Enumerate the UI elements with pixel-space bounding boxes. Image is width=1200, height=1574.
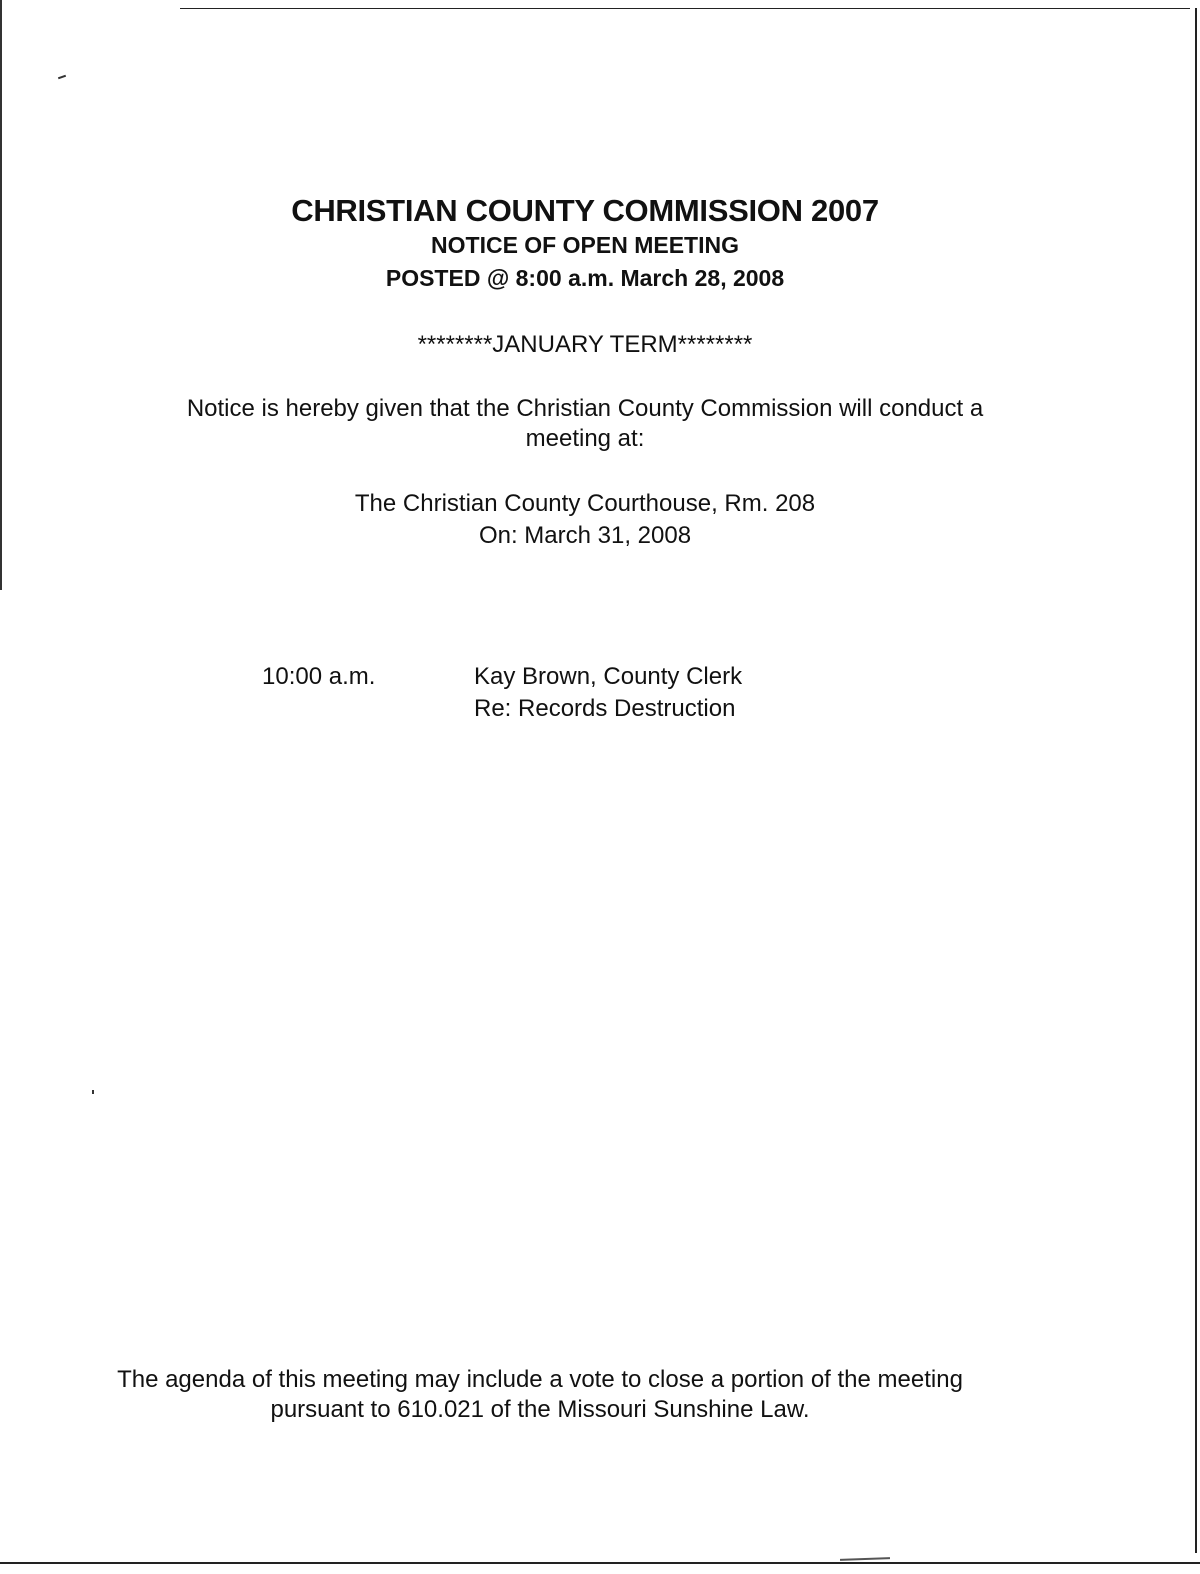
agenda-time: 10:00 a.m.	[262, 663, 376, 690]
notice-line: meeting at:	[525, 425, 645, 452]
document-title: CHRISTIAN COUNTY COMMISSION 2007	[291, 193, 879, 228]
scan-border-bottom	[0, 1562, 1200, 1564]
footer-line: The agenda of this meeting may include a vote to close a portion of the meeting	[117, 1366, 963, 1393]
term-heading: ********JANUARY TERM********	[417, 331, 753, 358]
scan-border-top	[180, 8, 1190, 9]
sunshine-law-notice	[0, 1365, 1080, 1425]
scan-speck	[58, 75, 66, 80]
agenda-presenter: Kay Brown, County Clerk	[474, 663, 743, 690]
scan-speck	[840, 1557, 890, 1561]
scan-speck	[92, 1090, 94, 1094]
notice-line: Notice is hereby given that the Christian County Commission will conduct a	[186, 395, 984, 422]
scan-border-right	[1195, 8, 1197, 1553]
posted-date: POSTED @ 8:00 a.m. March 28, 2008	[385, 265, 785, 291]
meeting-location	[0, 488, 1170, 552]
meeting-date: On: March 31, 2008	[478, 522, 692, 549]
document-subtitle: NOTICE OF OPEN MEETING	[431, 232, 739, 258]
agenda-subject: Re: Records Destruction	[474, 695, 736, 722]
agenda-details	[474, 661, 742, 725]
notice-paragraph	[0, 394, 1170, 454]
footer-line: pursuant to 610.021 of the Missouri Sunshine Law.	[270, 1396, 810, 1423]
meeting-place: The Christian County Courthouse, Rm. 208	[354, 490, 816, 517]
